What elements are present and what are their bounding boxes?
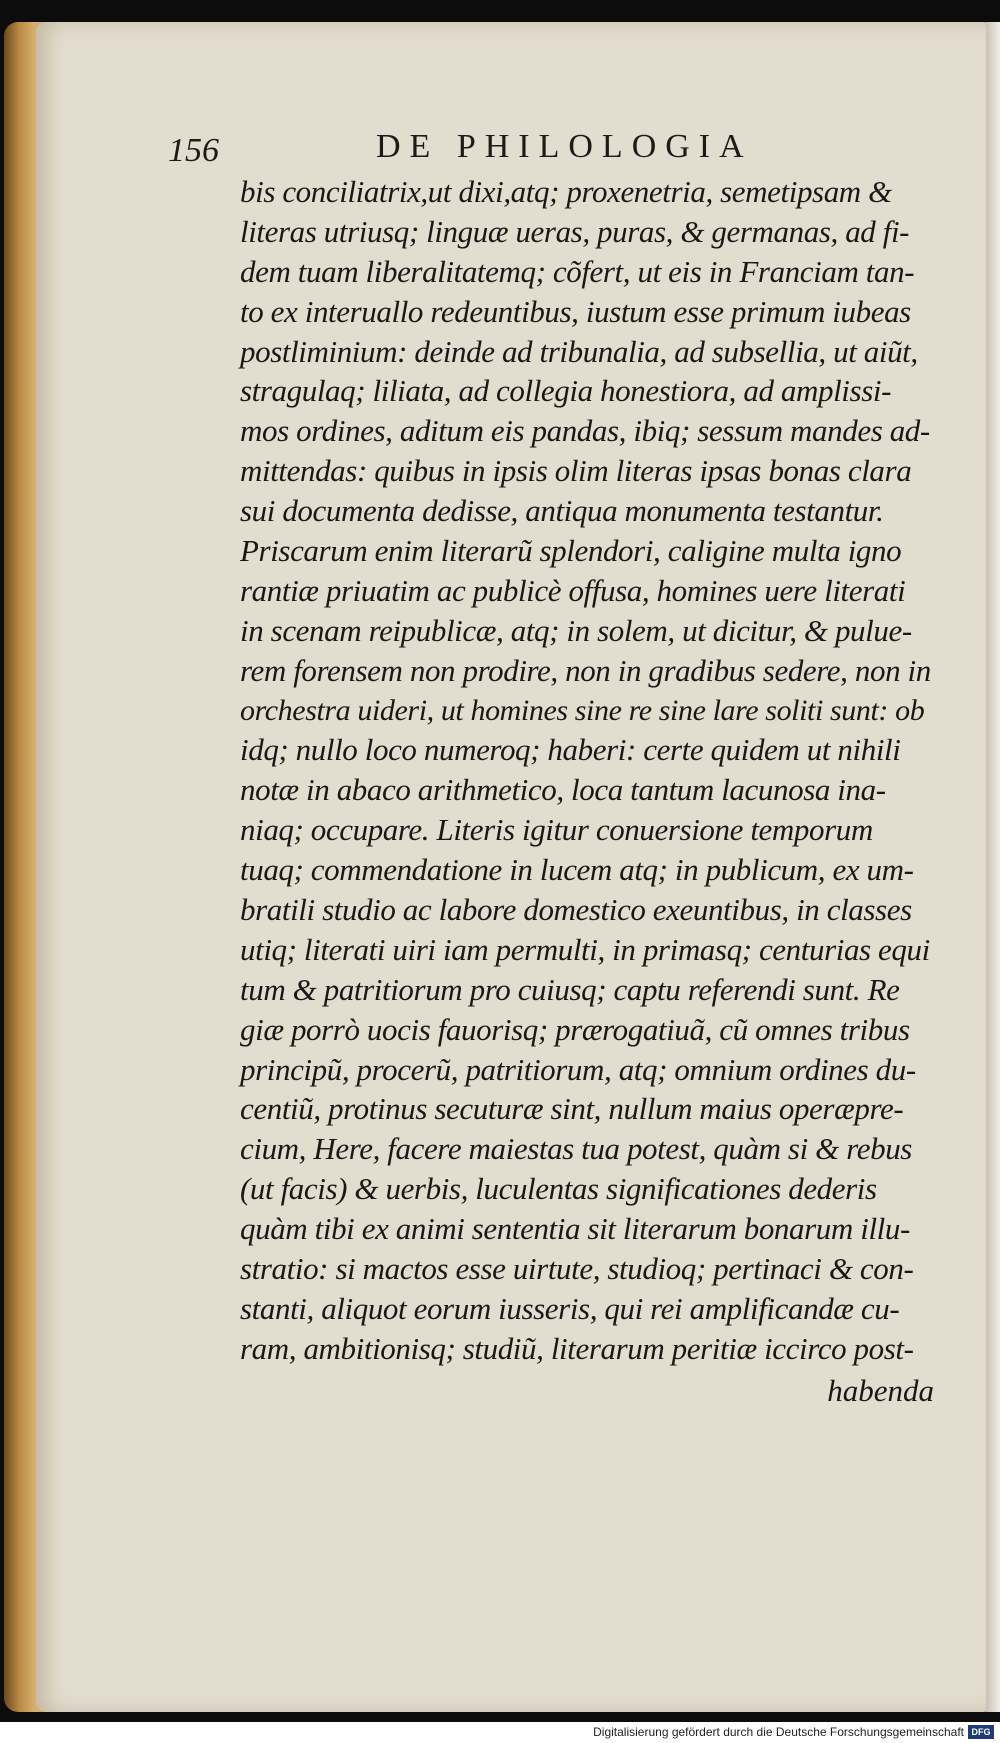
- page-right-edge: [986, 22, 1000, 1712]
- body-text: [240, 172, 934, 1369]
- text-line: Priscarum enim literarũ splendori, caligine multa igno: [240, 533, 902, 569]
- text-line: rem forensem non prodire, non in gradibus sedere, non in: [240, 652, 931, 688]
- text-line: tum & patritiorum pro cuiusq; captu referendi sunt. Re: [240, 971, 900, 1007]
- text-line: ram, ambitionisq; studiũ, literarum peritiæ iccirco post-: [240, 1330, 914, 1366]
- text-line: notæ in abaco arithmetico, loca tantum lacunosa ina-: [240, 772, 886, 808]
- text-line: postliminium: deinde ad tribunalia, ad subsellia, ut aiũt,: [240, 333, 918, 369]
- text-line: niaq; occupare. Literis igitur conuersione temporum: [240, 812, 873, 848]
- text-line: idq; nullo loco numeroq; haberi: certe quidem ut nihili: [240, 732, 901, 768]
- catchword: habenda: [827, 1373, 934, 1408]
- text-line: quàm tibi ex animi sententia sit literarum bonarum illu-: [240, 1211, 910, 1247]
- text-line: stanti, aliquot eorum iusseris, qui rei amplificandæ cu-: [240, 1290, 900, 1326]
- text-line: principũ, procerũ, patritiorum, atq; omnium ordines du-: [240, 1051, 916, 1087]
- funding-credit: Digitalisierung gefördert durch die Deutsche Forschungsgemeinschaft: [593, 1725, 964, 1739]
- dfg-logo-icon: DFG: [968, 1725, 994, 1739]
- text-line: stragulaq; liliata, ad collegia honestiora, ad amplissi-: [240, 373, 891, 409]
- text-line: sui documenta dedisse, antiqua monumenta testantur.: [240, 493, 884, 529]
- text-line: bis conciliatrix,ut dixi,atq; proxenetria, semetipsam &: [240, 174, 892, 209]
- text-line: giæ porrò uocis fauorisq; prærogatiuã, cũ omnes tribus: [240, 1011, 910, 1047]
- text-line: bratili studio ac labore domestico exeuntibus, in classes: [240, 892, 912, 928]
- text-line: dem tuam liberalitatemq; cõfert, ut eis in Franciam tan-: [240, 253, 915, 289]
- page-header: [0, 118, 1000, 178]
- text-line: (ut facis) & uerbis, luculentas significationes dederis: [240, 1171, 877, 1207]
- text-line: in scenam reipublicæ, atq; in solem, ut dicitur, & pulue-: [240, 612, 912, 648]
- text-line: centiũ, protinus secuturæ sint, nullum maius operæpre-: [240, 1091, 904, 1127]
- text-line: cium, Here, facere maiestas tua potest, quàm si & rebus: [240, 1131, 912, 1167]
- text-line: rantiæ priuatim ac publicè offusa, homines uere literati: [240, 572, 906, 608]
- running-head: DE PHILOLOGIA: [376, 128, 753, 165]
- text-line: mos ordines, aditum eis pandas, ibiq; sessum mandes ad-: [240, 413, 930, 449]
- footer-bar: [0, 1722, 1000, 1743]
- text-line: utiq; literati uiri iam permulti, in primasq; centurias equi: [240, 931, 930, 967]
- text-line: orchestra uideri, ut homines sine re sine lare soliti sunt: ob: [240, 693, 925, 727]
- text-line: to ex interuallo redeuntibus, iustum esse primum iubeas: [240, 293, 911, 329]
- text-line: literas utriusq; linguæ ueras, puras, & germanas, ad fi-: [240, 213, 910, 249]
- text-line: tuaq; commendatione in lucem atq; in publicum, ex um-: [240, 852, 914, 888]
- text-line: stratio: si mactos esse uirtute, studioq; pertinaci & con-: [240, 1251, 914, 1287]
- page-number: 156: [168, 132, 219, 169]
- text-line: mittendas: quibus in ipsis olim literas ipsas bonas clara: [240, 453, 912, 489]
